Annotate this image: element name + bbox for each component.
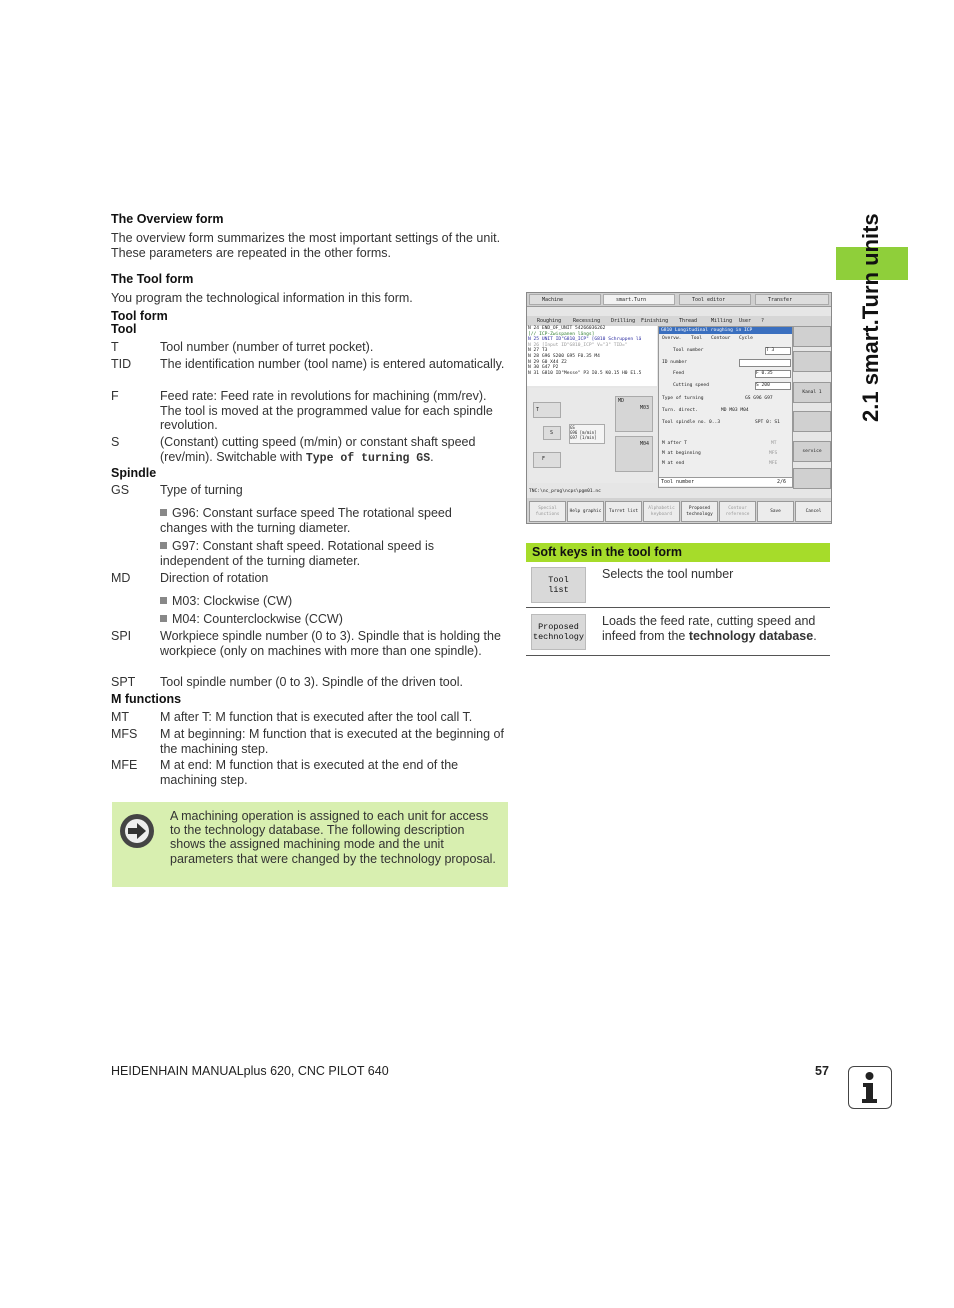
bullet-item: M04: Counterclockwise (CCW) bbox=[160, 612, 500, 627]
param-text: M at beginning: M function that is executed at the beginning of the machining step. bbox=[160, 727, 504, 756]
screen-softkey: Cancel bbox=[795, 501, 832, 522]
screen-softkey: Help graphic bbox=[567, 501, 604, 522]
group-m-functions: M functions bbox=[111, 692, 182, 706]
bullet-icon bbox=[160, 509, 167, 516]
toolform-text: You program the technological information in this form. bbox=[111, 291, 413, 305]
screen-softkey: Proposed technology bbox=[681, 501, 718, 522]
param-text: (Constant) cutting speed (m/min) or constant shaft speed (rev/min). Switchable with Type of turning GS. bbox=[160, 435, 476, 465]
param-key: SPT bbox=[111, 675, 136, 689]
bullet-item: G97: Constant shaft speed. Rotational speed is independent of the turning diameter. bbox=[160, 539, 434, 568]
param-text: Tool number (number of turret pocket). bbox=[160, 340, 374, 354]
page-number: 57 bbox=[815, 1064, 829, 1078]
bullet-icon bbox=[160, 597, 167, 604]
info-icon bbox=[848, 1066, 892, 1109]
dialog-tab: Tool bbox=[691, 336, 703, 341]
chapter-title: 2.1 smart.Turn units bbox=[858, 213, 883, 422]
overview-text: The overview form summarizes the most important settings of the unit. These parameters are repeated in the other forms. bbox=[111, 231, 501, 260]
dialog-title: G810 Longitudinal roughing in ICP bbox=[659, 327, 792, 334]
softkey-description: Loads the feed rate, cutting speed and infeed from the technology database. bbox=[602, 614, 817, 643]
spindle-graphic: M04 bbox=[615, 436, 653, 472]
group-spindle: Spindle bbox=[111, 466, 157, 480]
arrow-glyph-icon bbox=[127, 822, 147, 840]
param-text: The identification number (tool name) is entered automatically. bbox=[160, 357, 505, 371]
screen-softkey: Turret list bbox=[605, 501, 642, 522]
param-text: M after T: M function that is executed after the tool call T. bbox=[160, 710, 473, 724]
param-key: MD bbox=[111, 571, 131, 585]
param-key: F bbox=[111, 389, 119, 403]
screen-tab: Tool editor bbox=[679, 294, 751, 305]
spindle-graphic: MD M03 bbox=[615, 396, 653, 432]
bullet-item: M03: Clockwise (CW) bbox=[160, 594, 500, 609]
screen-softkey: Contour reference bbox=[719, 501, 756, 522]
dialog-tab: Contour bbox=[711, 336, 731, 341]
overview-heading: The Overview form bbox=[111, 212, 224, 226]
cnc-screenshot bbox=[526, 292, 832, 524]
param-key: T bbox=[111, 340, 119, 354]
param-key: TID bbox=[111, 357, 132, 371]
graphic-box: F bbox=[533, 452, 561, 468]
proposed-technology-softkey[interactable]: Proposed technology bbox=[531, 614, 586, 650]
param-text: Tool spindle number (0 to 3). Spindle of the driven tool. bbox=[160, 675, 463, 689]
screen-tab: smart.Turn bbox=[603, 294, 675, 305]
param-text: Direction of rotation bbox=[160, 571, 269, 585]
note-text: A machining operation is assigned to each unit for access to the technology database. The following description shows the assigned machining mode and the unit parameters that were changed by the technology proposal. bbox=[170, 809, 496, 866]
bullet-icon bbox=[160, 542, 167, 549]
bullet-item: G96: Constant surface speed The rotational speed changes with the turning diameter. bbox=[160, 506, 452, 535]
code-text: Type of turning GS bbox=[305, 451, 431, 465]
softkey-description: Selects the tool number bbox=[602, 567, 734, 581]
dialog-tab: Cycle bbox=[739, 336, 753, 341]
screen-softkey: Save bbox=[757, 501, 794, 522]
screen-side-button: service bbox=[793, 441, 831, 462]
graphic-box: S bbox=[543, 426, 561, 440]
softkey-row bbox=[526, 608, 830, 656]
param-key: S bbox=[111, 435, 120, 449]
param-key: GS bbox=[111, 483, 130, 497]
toolform-heading: The Tool form bbox=[111, 272, 194, 286]
screen-tab: Transfer bbox=[755, 294, 829, 305]
screen-menu-bar: Roughing Recessing Drilling Finishing Thread Milling User ? bbox=[527, 316, 831, 326]
bullet-icon bbox=[160, 615, 167, 622]
param-key: SPI bbox=[111, 629, 132, 643]
note-box bbox=[112, 802, 508, 887]
toolform-subheading: Tool form bbox=[111, 309, 168, 323]
footer-title: HEIDENHAIN MANUALplus 620, CNC PILOT 640 bbox=[111, 1064, 389, 1078]
screen-tab: Machine bbox=[529, 294, 601, 305]
param-text: Workpiece spindle number (0 to 3). Spindle that is holding the workpiece (only on machines with more than one spindle). bbox=[160, 629, 501, 658]
graphic-box: T bbox=[533, 402, 561, 418]
softkey-row bbox=[526, 562, 830, 608]
program-listing: N 24 END_OF_UNIT 54266036262 [// ICP-Zwispanen längs] N 25 UNIT ID"G810_ICP" [G810 Schruppen lä N 26 [Input ID"G810_ICP" V="3" TID=" N 27 T3 N 28 G96 S200 G95 F0.35 M4 N 29 G0 X44 Z2 N 30 G47 P2 N 31 G810 ID"Messe" P3 I0.5 K0.15 H0 E1.5 bbox=[527, 326, 657, 386]
param-key: MFE bbox=[111, 758, 138, 772]
param-text: M at end: M function that is executed at the end of the machining step. bbox=[160, 758, 459, 787]
softkey-table-title: Soft keys in the tool form bbox=[526, 543, 830, 562]
param-key: MFS bbox=[111, 727, 138, 741]
status-line: Tool number 2/6 bbox=[659, 477, 792, 486]
param-text: Feed rate: Feed rate in revolutions for machining (mm/rev). The tool is moved at the programmed value for each spindle revolution. bbox=[160, 389, 493, 432]
screen-side-button bbox=[793, 351, 831, 372]
screen-side-button: Kanal 1 bbox=[793, 382, 831, 403]
dialog-tab: Overvw. bbox=[662, 336, 682, 341]
screen-softkey: Alphabetic keyboard bbox=[643, 501, 680, 522]
tool-list-softkey[interactable]: Tool list bbox=[531, 567, 586, 603]
screen-side-button bbox=[793, 411, 831, 432]
group-tool: Tool bbox=[111, 322, 137, 336]
param-text: Type of turning bbox=[160, 483, 243, 497]
tool-graphic bbox=[529, 388, 657, 483]
graphic-box: GS G96 [m/min] G97 [1/min] bbox=[569, 424, 605, 444]
screen-side-button bbox=[793, 468, 831, 489]
file-path: TNC:\nc_prog\ncps\pgm01.nc bbox=[529, 489, 601, 494]
screen-tab-bar bbox=[527, 293, 831, 307]
unit-dialog: G810 Longitudinal roughing in ICP Overvw. Tool Contour Cycle Tool number T 3 ID number Feed F 0.35 Cutting speed S 200 Type of turning GS G96 G97 Turn. direct. MD M03 M04 Tool spindle no. 0..3 SPT 0: S1 M after T MT M at beginning MFS M at end MFE Tool number 2/6 bbox=[658, 326, 793, 488]
screen-side-button bbox=[793, 326, 831, 347]
screen-softkey: Special functions bbox=[529, 501, 566, 522]
param-key: MT bbox=[111, 710, 130, 724]
